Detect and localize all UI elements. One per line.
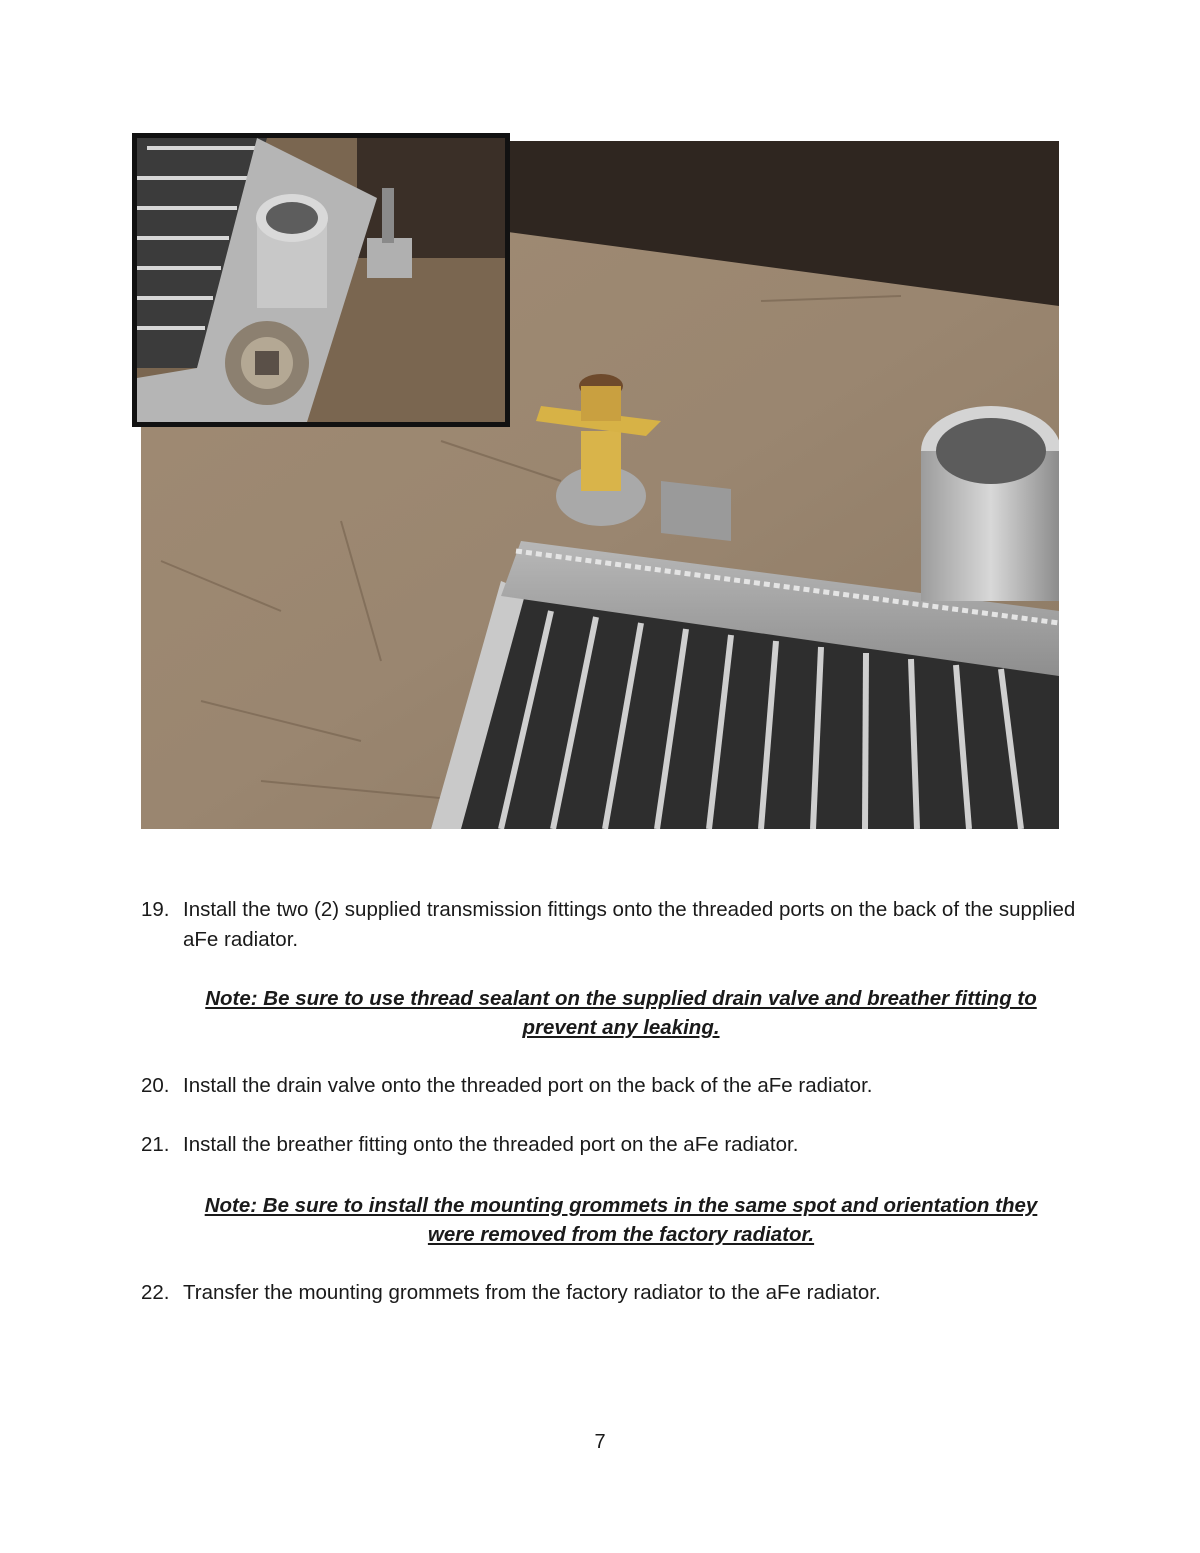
step-text: Install the breather fitting onto the threaded port on the aFe radiator. (183, 1133, 799, 1156)
list-item (141, 1071, 1081, 1101)
list-item (141, 895, 1081, 955)
note-mounting-grommets: Note: Be sure to install the mounting grommets in the same spot and orientation they were removed from the factory radiator. (204, 1194, 1038, 1246)
step-number: 20. (141, 1074, 170, 1097)
list-item (141, 1130, 1081, 1160)
page-number: 7 (594, 1431, 606, 1453)
drain-valve-inset-photo (132, 133, 510, 427)
list-item (141, 1278, 1081, 1308)
step-number: 19. (141, 898, 170, 921)
step-number: 22. (141, 1281, 170, 1304)
note-thread-sealant: Note: Be sure to use thread sealant on the supplied drain valve and breather fitting to prevent any leaking. (205, 987, 1037, 1039)
step-text: Install the drain valve onto the threaded port on the back of the aFe radiator. (183, 1074, 873, 1097)
step-number: 21. (141, 1133, 170, 1156)
drain-valve-inset-illustration (137, 138, 505, 422)
step-text: Install the two (2) supplied transmission fittings onto the threaded ports on the back of the supplied aFe radiator. (183, 898, 1076, 951)
step-text: Transfer the mounting grommets from the factory radiator to the aFe radiator. (183, 1281, 881, 1304)
